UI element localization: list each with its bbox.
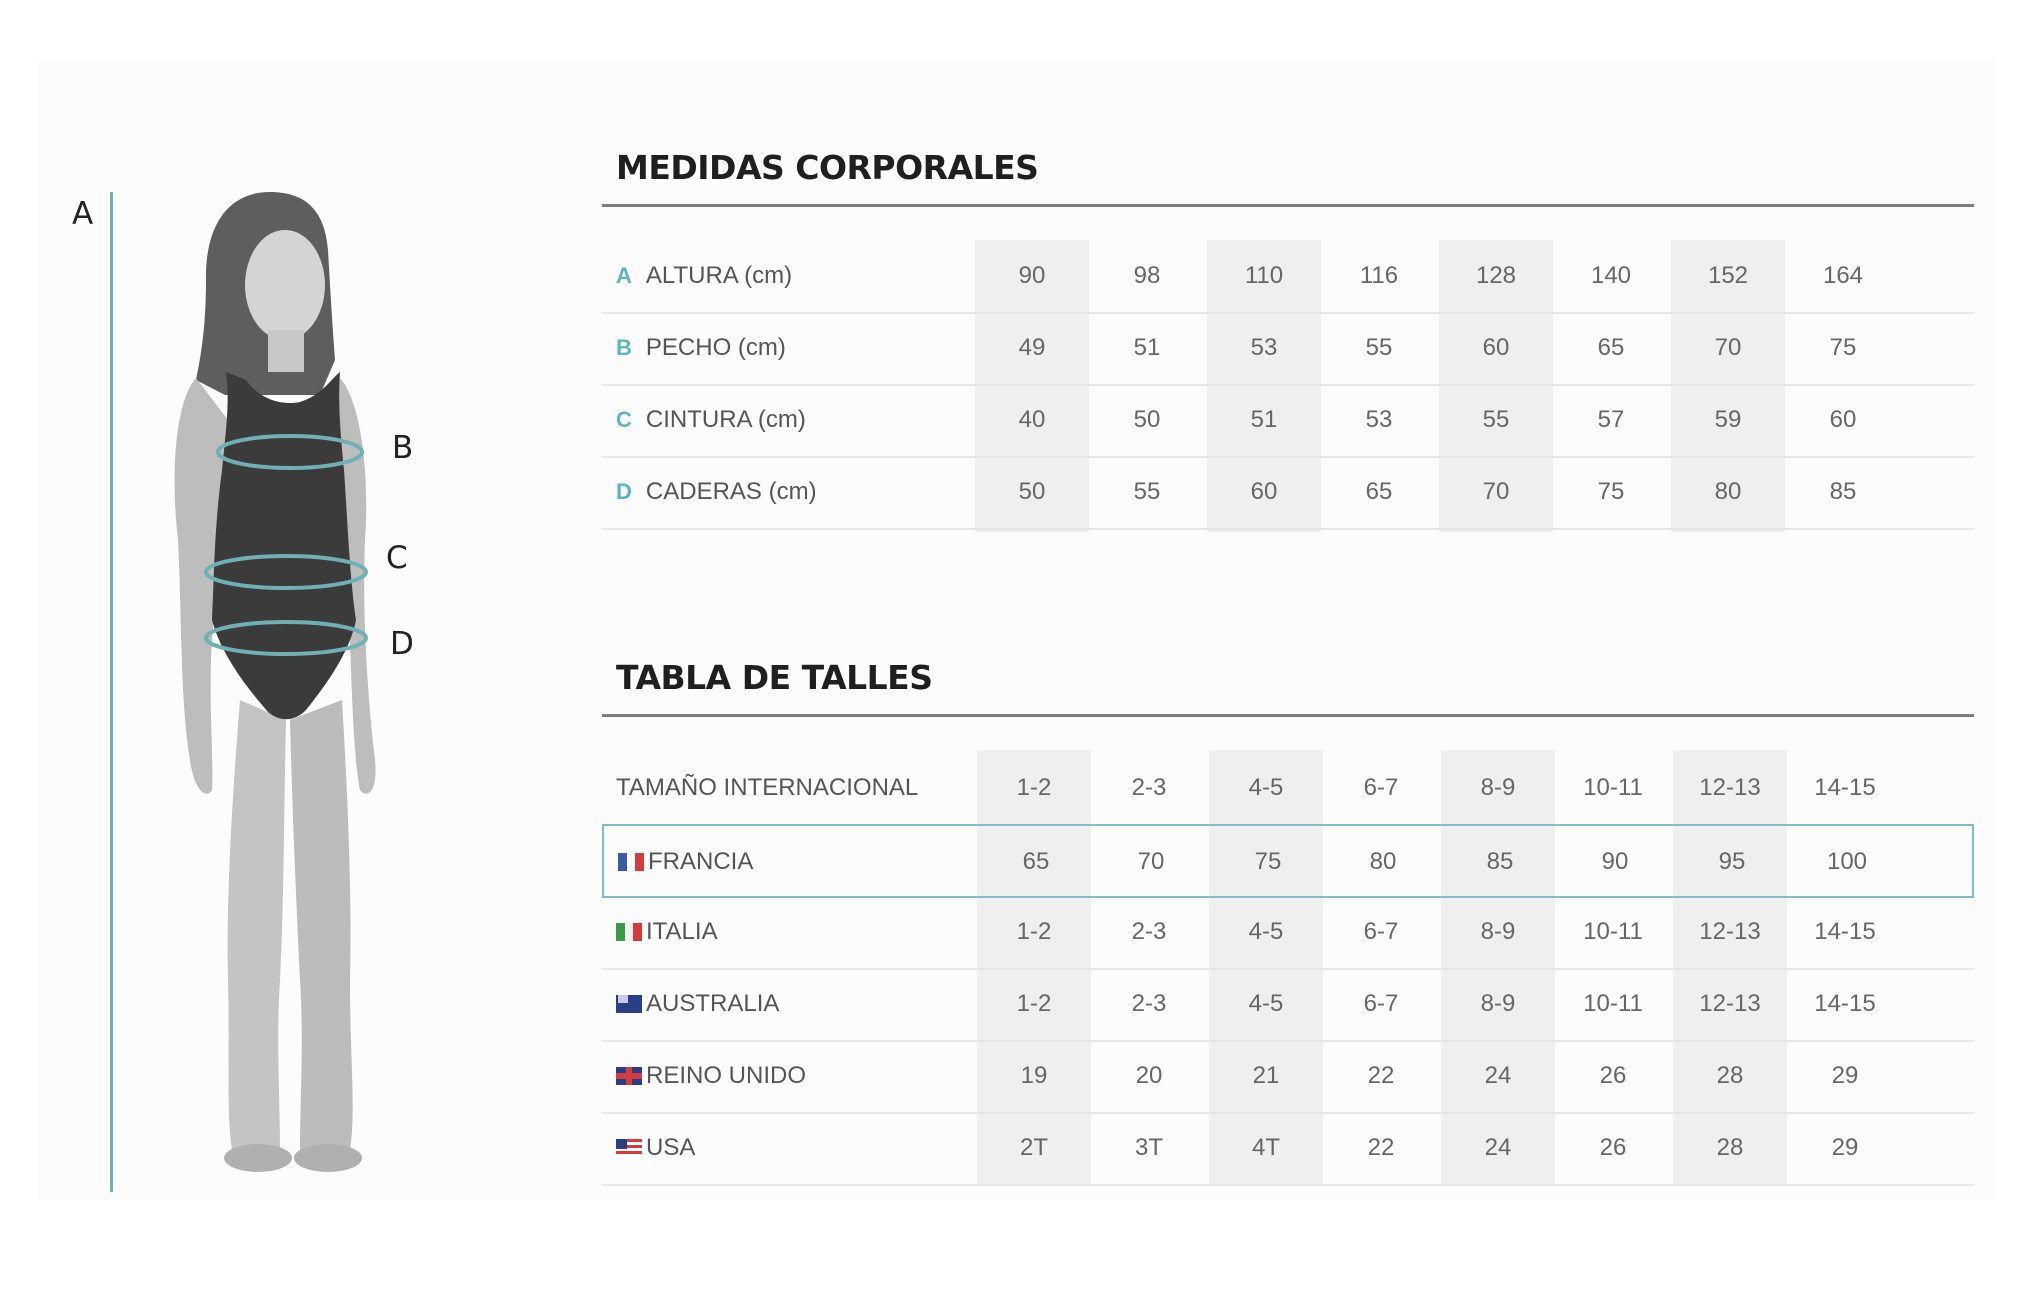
size-cell: 70 [1137,848,1165,875]
country-name: USA [646,1134,696,1161]
measurement-cell: 55 [1133,478,1161,505]
measurement-label [616,456,817,528]
measurement-cell: 50 [1018,478,1046,505]
size-cell: 1-2 [1016,990,1052,1017]
size-header-cell: 14-15 [1814,774,1876,801]
measurement-cell: 70 [1714,334,1742,361]
measurement-code: A [616,263,632,288]
size-table-title: TABLA DE TALLES [616,658,933,697]
size-cell: 85 [1486,848,1514,875]
size-cell: 2T [1019,1134,1048,1161]
size-header-cell: 1-2 [1016,774,1052,801]
uk-flag-icon [616,1067,642,1085]
size-header-cell: 6-7 [1363,774,1399,801]
measurement-cell: 70 [1482,478,1510,505]
measurement-cell: 65 [1365,478,1393,505]
country-name: ITALIA [646,918,718,945]
measurement-cell: 65 [1597,334,1625,361]
size-cell: 28 [1716,1062,1744,1089]
girl-swimsuit-illustration [0,0,560,1230]
measurement-cell: 98 [1133,262,1161,289]
measurement-cell: 140 [1590,262,1632,289]
size-cell: 4-5 [1248,990,1284,1017]
size-cell: 26 [1599,1062,1627,1089]
measurement-cell: 90 [1018,262,1046,289]
size-cell: 80 [1369,848,1397,875]
size-cell: 2-3 [1131,918,1167,945]
measurement-name: CINTURA (cm) [645,406,806,433]
measurement-code: C [616,407,632,432]
size-cell: 29 [1831,1062,1859,1089]
country-label [616,896,718,968]
measurement-cell: 40 [1018,406,1046,433]
size-cell: 95 [1718,848,1746,875]
size-cell: 21 [1252,1062,1280,1089]
measurement-cell: 110 [1244,262,1284,289]
size-cell: 14-15 [1814,990,1876,1017]
measurement-cell: 55 [1365,334,1393,361]
country-label [616,1040,806,1112]
size-table-rule [602,714,1974,717]
size-header-cell: 2-3 [1131,774,1167,801]
measurement-cell: 75 [1829,334,1857,361]
australia-flag-icon [616,995,642,1013]
measurement-name: PECHO (cm) [645,334,786,361]
measurement-cell: 128 [1475,262,1517,289]
measurement-cell: 116 [1359,262,1399,289]
country-label [616,968,779,1040]
measurement-name: ALTURA (cm) [645,262,793,289]
size-cell: 10-11 [1583,990,1643,1017]
size-row [602,1112,1974,1186]
size-cell: 65 [1022,848,1050,875]
country-label [618,826,753,898]
measurement-row [602,456,1974,530]
measure-letter-d: D [390,626,414,662]
size-row [602,968,1974,1042]
size-header-cell: 10-11 [1583,774,1643,801]
measurement-name: CADERAS (cm) [645,478,817,505]
measurement-cell: 152 [1707,262,1749,289]
size-row [602,1040,1974,1114]
size-header-label [616,752,918,824]
measurement-cell: 50 [1133,406,1161,433]
size-cell: 100 [1826,848,1868,875]
size-cell: 8-9 [1480,990,1516,1017]
measurement-cell: 85 [1829,478,1857,505]
body-measurements-title: MEDIDAS CORPORALES [616,148,1039,187]
size-cell: 22 [1367,1134,1395,1161]
size-cell: 12-13 [1699,918,1761,945]
size-cell: 75 [1254,848,1282,875]
measurement-cell: 164 [1822,262,1864,289]
size-cell: 29 [1831,1134,1859,1161]
size-row [602,824,1974,898]
size-cell: 4T [1251,1134,1280,1161]
size-cell: 6-7 [1363,990,1399,1017]
measure-letter-a: A [72,196,94,232]
size-cell: 8-9 [1480,918,1516,945]
size-cell: 10-11 [1583,918,1643,945]
size-cell: 20 [1135,1062,1163,1089]
measure-letter-c: C [386,540,408,576]
size-header-cell: 8-9 [1480,774,1516,801]
measurement-cell: 53 [1365,406,1393,433]
france-flag-icon [618,853,644,871]
size-cell: 26 [1599,1134,1627,1161]
size-cell: 24 [1484,1134,1512,1161]
measurement-code: D [616,479,632,504]
measurement-row [602,312,1974,386]
body-figure [0,0,560,1230]
measurement-cell: 60 [1250,478,1278,505]
size-cell: 22 [1367,1062,1395,1089]
measurement-label [616,312,786,384]
country-name: REINO UNIDO [646,1062,807,1089]
measurement-row [602,384,1974,458]
size-cell: 19 [1020,1062,1048,1089]
international-size-label: TAMAÑO INTERNACIONAL [616,774,919,801]
size-cell: 3T [1134,1134,1163,1161]
measurement-row [602,240,1974,314]
measure-letter-b: B [392,430,414,466]
italy-flag-icon [616,923,642,941]
size-cell: 4-5 [1248,918,1284,945]
usa-flag-icon [616,1139,642,1157]
measurement-cell: 53 [1250,334,1278,361]
size-cell: 14-15 [1814,918,1876,945]
size-cell: 24 [1484,1062,1512,1089]
size-cell: 6-7 [1363,918,1399,945]
measurement-label [616,240,792,312]
measurement-cell: 55 [1482,406,1510,433]
size-cell: 12-13 [1699,990,1761,1017]
measurement-cell: 80 [1714,478,1742,505]
size-header-cell: 4-5 [1248,774,1284,801]
size-cell: 28 [1716,1134,1744,1161]
measurement-label [616,384,806,456]
size-header-row [602,752,1974,826]
size-header-cell: 12-13 [1699,774,1761,801]
measurement-cell: 59 [1714,406,1742,433]
measurement-cell: 51 [1250,406,1278,433]
measurement-cell: 75 [1597,478,1625,505]
size-row [602,896,1974,970]
measurement-cell: 51 [1133,334,1161,361]
country-label [616,1112,695,1184]
body-measurements-rule [602,204,1974,207]
country-name: FRANCIA [648,848,754,875]
size-cell: 90 [1601,848,1629,875]
measurement-cell: 60 [1482,334,1510,361]
measurement-cell: 57 [1597,406,1625,433]
measurement-code: B [616,335,632,360]
size-cell: 1-2 [1016,918,1052,945]
size-cell: 2-3 [1131,990,1167,1017]
country-name: AUSTRALIA [646,990,780,1017]
measurement-cell: 49 [1018,334,1046,361]
measurement-cell: 60 [1829,406,1857,433]
